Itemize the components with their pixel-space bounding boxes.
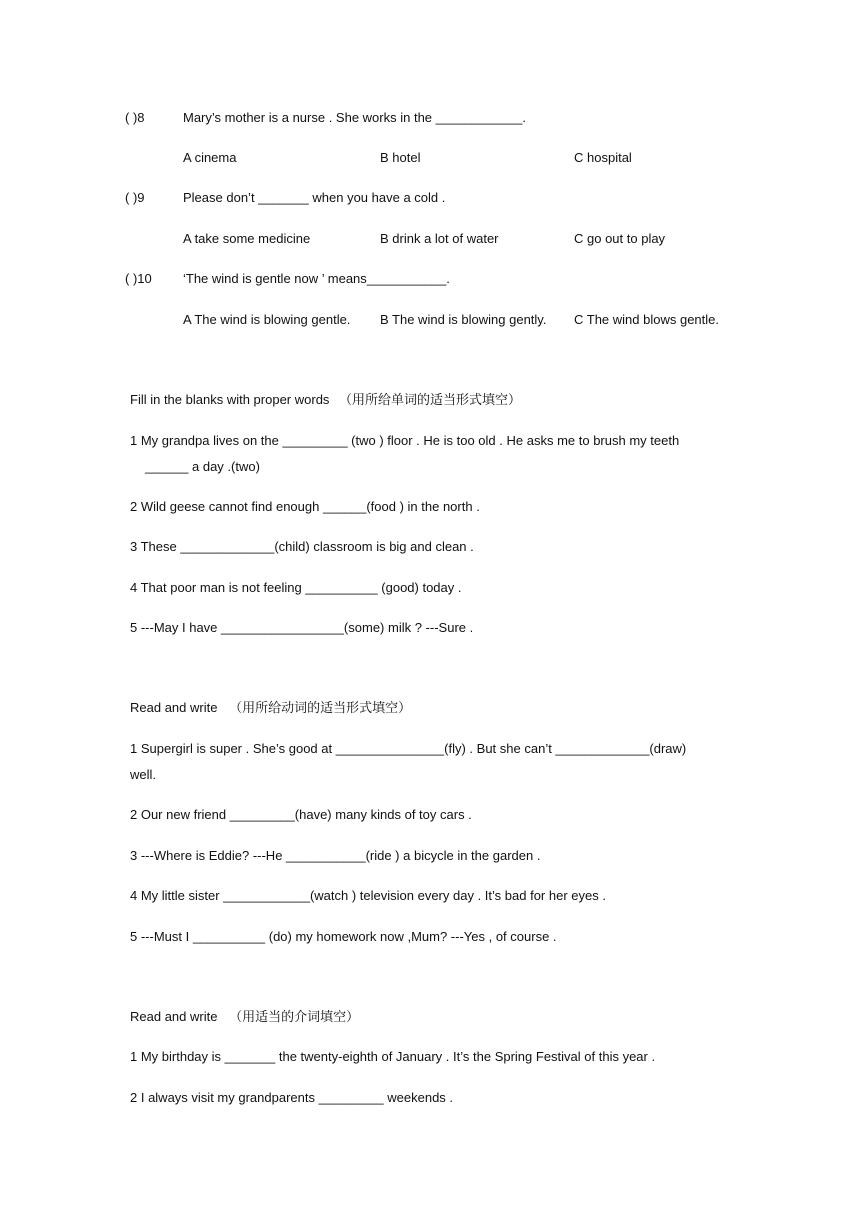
- mc-10-option-a: A The wind is blowing gentle.: [183, 312, 351, 327]
- words-item-1: 1 My grandpa lives on the _________ (two ) floor . He is too old . He asks me to brush my teeth: [130, 433, 680, 448]
- words-item-4: 4 That poor man is not feeling __________ (good) today .: [130, 580, 462, 595]
- verbs-item-3: 3 ---Where is Eddie? ---He ___________(ride ) a bicycle in the garden .: [130, 848, 541, 863]
- words-item-1-cont: ______ a day .(two): [145, 459, 260, 474]
- section-preps-heading-cn: （用适当的介词填空）: [229, 1010, 360, 1025]
- words-item-2: 2 Wild geese cannot find enough ______(food ) in the north .: [130, 499, 480, 514]
- verbs-item-1-cont: well.: [130, 767, 157, 782]
- verbs-item-2: 2 Our new friend _________(have) many kinds of toy cars .: [130, 807, 472, 822]
- words-item-5: 5 ---May I have _________________(some) milk ? ---Sure .: [130, 620, 474, 635]
- section-verbs-heading: [130, 699, 411, 718]
- words-item-3: 3 These _____________(child) classroom is big and clean .: [130, 539, 474, 554]
- mc-9-answer-paren[interactable]: ( )9: [125, 190, 145, 205]
- mc-9-option-b: B drink a lot of water: [380, 231, 499, 246]
- section-preps-heading: [130, 1008, 359, 1027]
- section-words-heading: [130, 391, 521, 410]
- section-preps-heading-en: Read and write: [130, 1009, 218, 1024]
- mc-8-option-a: A cinema: [183, 150, 237, 165]
- preps-item-1: 1 My birthday is _______ the twenty-eighth of January . It’s the Spring Festival of this year .: [130, 1049, 656, 1064]
- mc-9-option-c: C go out to play: [574, 231, 666, 246]
- mc-8-answer-paren[interactable]: ( )8: [125, 110, 145, 125]
- mc-8-option-c: C hospital: [574, 150, 632, 165]
- section-words-heading-en: Fill in the blanks with proper words: [130, 392, 330, 407]
- verbs-item-1: 1 Supergirl is super . She’s good at _______________(fly) . But she can’t _____________(draw): [130, 741, 687, 756]
- section-verbs-heading-cn: （用所给动词的适当形式填空）: [229, 701, 412, 716]
- mc-8-question: Mary’s mother is a nurse . She works in the ____________.: [183, 110, 527, 125]
- verbs-item-5: 5 ---Must I __________ (do) my homework now ,Mum? ---Yes , of course .: [130, 929, 557, 944]
- mc-9-option-a: A take some medicine: [183, 231, 311, 246]
- mc-8-option-b: B hotel: [380, 150, 421, 165]
- section-words-heading-cn: （用所给单词的适当形式填空）: [339, 393, 522, 408]
- section-verbs-heading-en: Read and write: [130, 700, 218, 715]
- mc-10-option-b: B The wind is blowing gently.: [380, 312, 547, 327]
- verbs-item-4: 4 My little sister ____________(watch ) television every day . It’s bad for her eyes .: [130, 888, 606, 903]
- preps-item-2: 2 I always visit my grandparents _________ weekends .: [130, 1090, 454, 1105]
- mc-10-answer-paren[interactable]: ( )10: [125, 271, 152, 286]
- mc-10-option-c: C The wind blows gentle.: [574, 312, 720, 327]
- mc-9-question: Please don’t _______ when you have a cold .: [183, 190, 446, 205]
- mc-10-question: ‘The wind is gentle now ’ means___________.: [183, 271, 450, 286]
